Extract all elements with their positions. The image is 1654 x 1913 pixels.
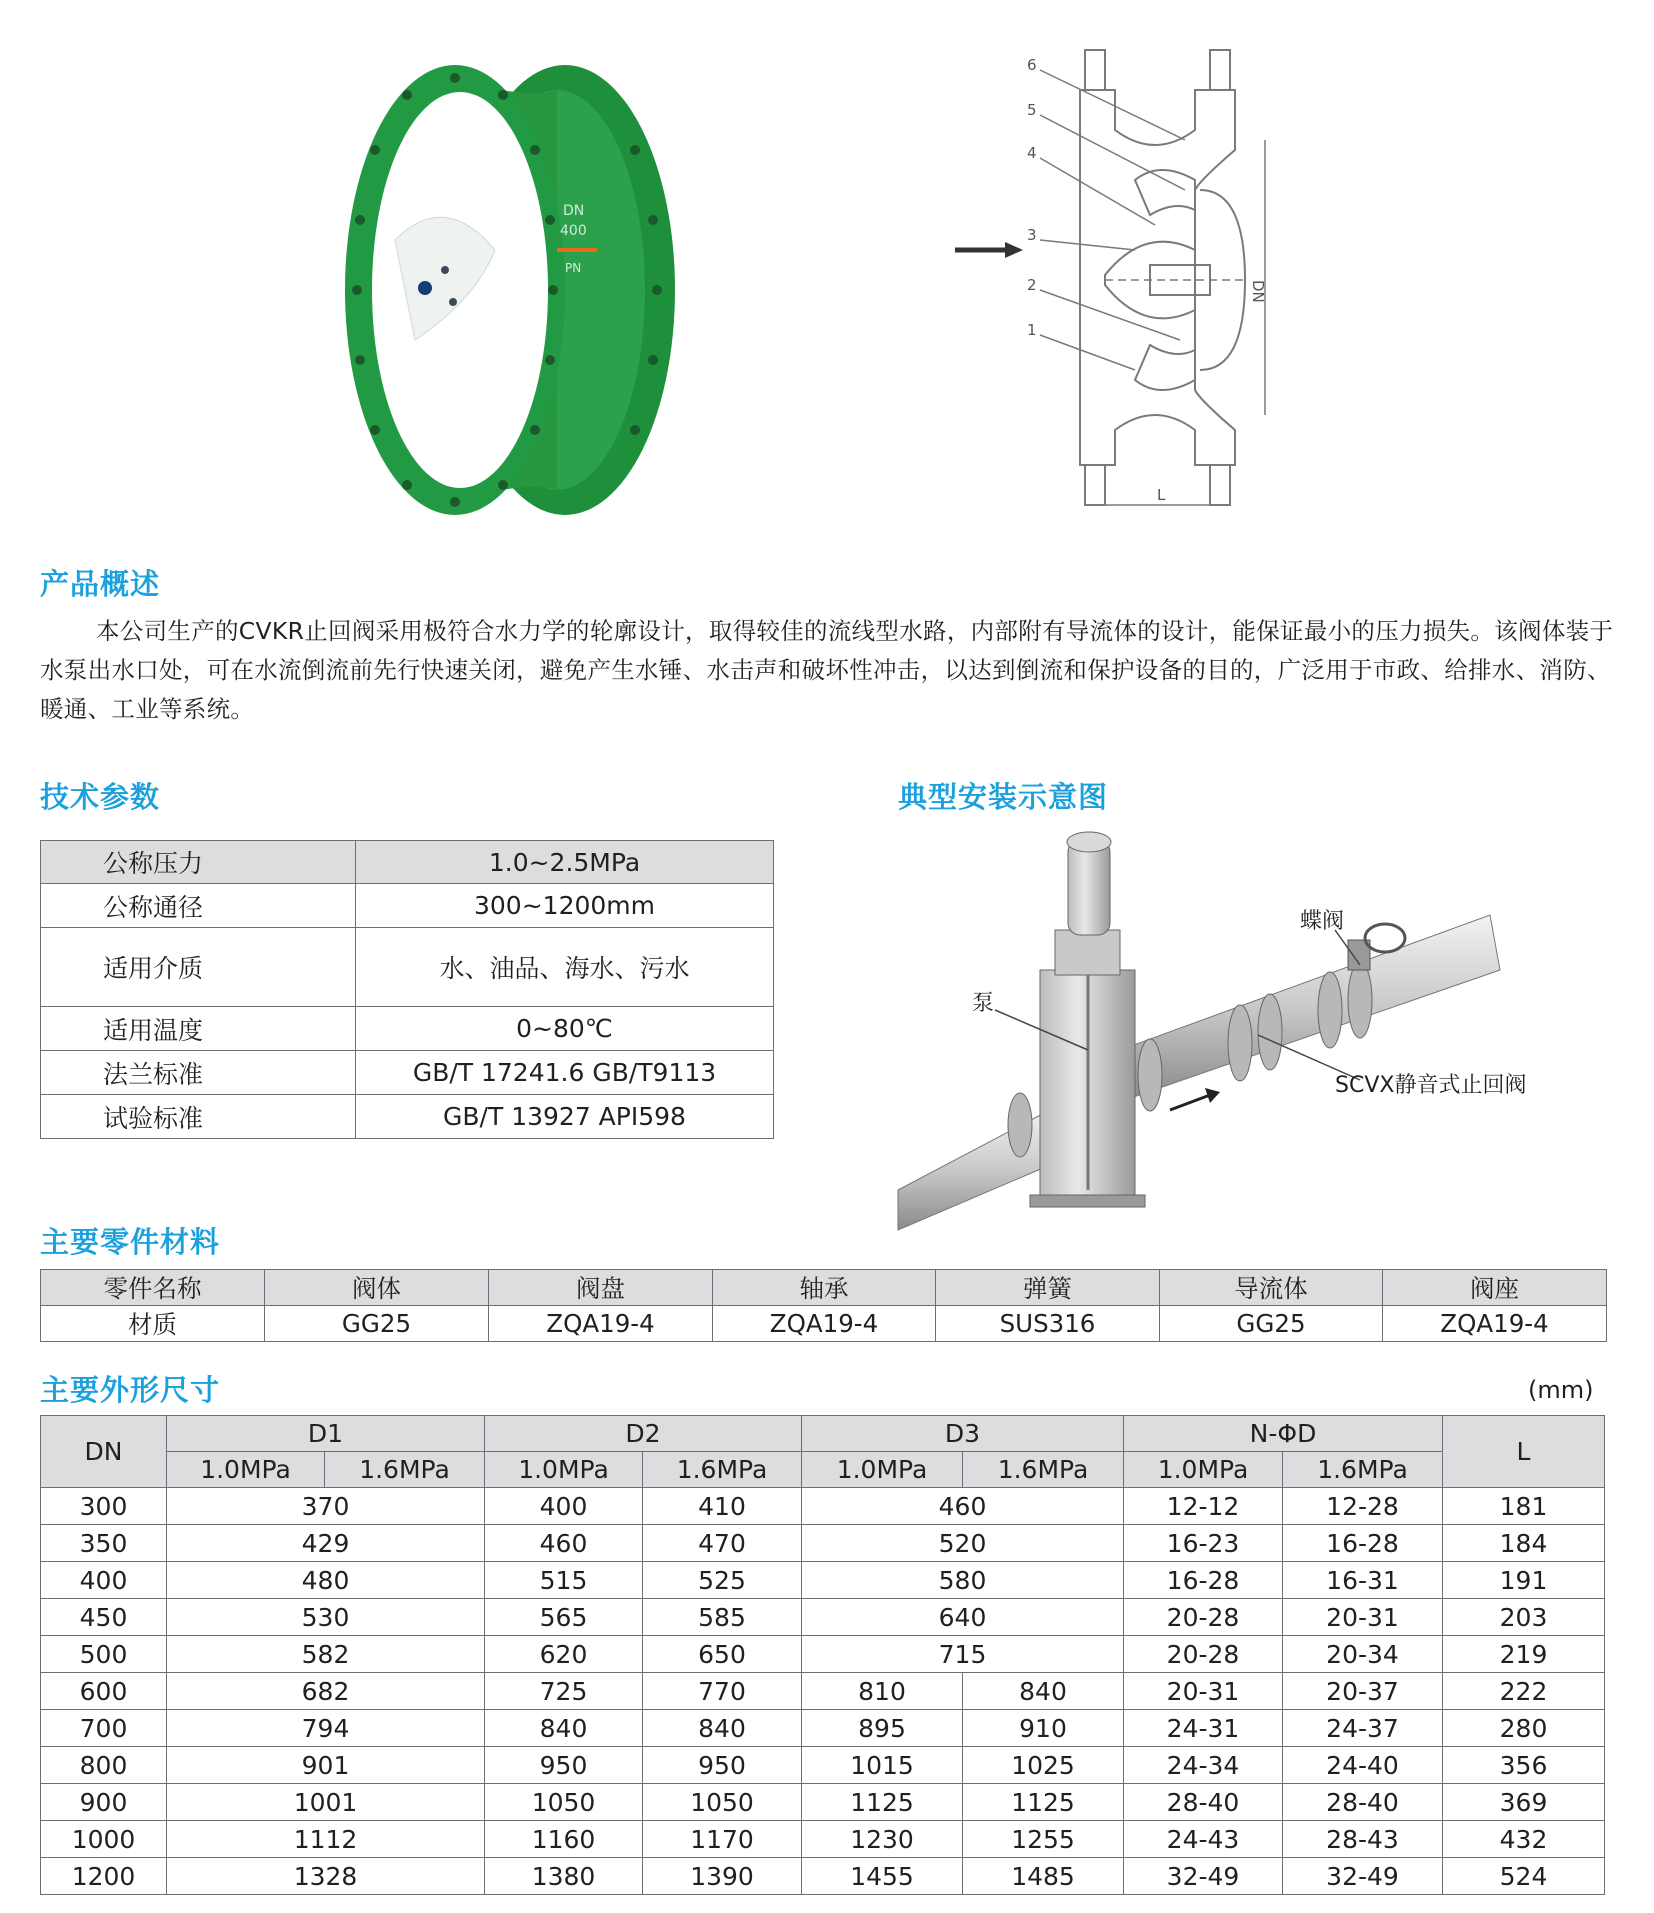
cell-d2-p2: 770 bbox=[643, 1673, 802, 1710]
tech-row bbox=[41, 928, 774, 1007]
cell-d2-p2: 840 bbox=[643, 1710, 802, 1747]
parts-name: 导流体 bbox=[1160, 1270, 1383, 1306]
dim-l-label: L bbox=[1157, 486, 1166, 504]
cell-d2-p2: 525 bbox=[643, 1562, 802, 1599]
cell-l: 432 bbox=[1443, 1821, 1605, 1858]
cell-d2-p2: 650 bbox=[643, 1636, 802, 1673]
col-d1-p2: 1.6MPa bbox=[325, 1452, 485, 1488]
tech-label: 试验标准 bbox=[41, 1095, 356, 1139]
cell-d2-p2: 585 bbox=[643, 1599, 802, 1636]
cell-dn: 1200 bbox=[41, 1858, 167, 1895]
col-d2: D2 bbox=[485, 1416, 802, 1452]
cell-d1: 794 bbox=[167, 1710, 485, 1747]
cell-d1: 582 bbox=[167, 1636, 485, 1673]
cell-dn: 350 bbox=[41, 1525, 167, 1562]
cell-nd-p2: 28-40 bbox=[1283, 1784, 1443, 1821]
callout-1: 1 bbox=[1027, 321, 1037, 339]
cell-nd-p1: 20-28 bbox=[1124, 1599, 1283, 1636]
dims-subheader-row bbox=[41, 1452, 1605, 1488]
dims-row bbox=[41, 1821, 1605, 1858]
callout-6: 6 bbox=[1027, 56, 1037, 74]
cell-d3-p2: 1485 bbox=[963, 1858, 1124, 1895]
valve-mark-pn: PN bbox=[565, 261, 582, 275]
tech-label: 法兰标准 bbox=[41, 1051, 356, 1095]
cell-d3: 640 bbox=[802, 1599, 1124, 1636]
col-d1: D1 bbox=[167, 1416, 485, 1452]
cell-d2-p1: 460 bbox=[485, 1525, 643, 1562]
cell-d2-p2: 410 bbox=[643, 1488, 802, 1525]
install-title: 典型安装示意图 bbox=[898, 780, 1109, 814]
parts-material-row bbox=[41, 1306, 1607, 1342]
cell-nd-p2: 16-31 bbox=[1283, 1562, 1443, 1599]
cell-d1: 901 bbox=[167, 1747, 485, 1784]
tech-row bbox=[41, 1095, 774, 1139]
cell-d3-p2: 910 bbox=[963, 1710, 1124, 1747]
cell-nd-p1: 24-31 bbox=[1124, 1710, 1283, 1747]
cell-nd-p1: 20-31 bbox=[1124, 1673, 1283, 1710]
label-butterfly-valve: 蝶阀 bbox=[1300, 909, 1345, 934]
cell-d1: 1001 bbox=[167, 1784, 485, 1821]
dims-row bbox=[41, 1710, 1605, 1747]
cell-nd-p1: 24-34 bbox=[1124, 1747, 1283, 1784]
cell-dn: 500 bbox=[41, 1636, 167, 1673]
cell-l: 219 bbox=[1443, 1636, 1605, 1673]
cell-l: 369 bbox=[1443, 1784, 1605, 1821]
cell-d3-p2: 1125 bbox=[963, 1784, 1124, 1821]
install-diagram bbox=[890, 820, 1590, 1240]
cell-nd-p2: 20-37 bbox=[1283, 1673, 1443, 1710]
tech-table bbox=[40, 840, 774, 1139]
cell-dn: 600 bbox=[41, 1673, 167, 1710]
col-dn: DN bbox=[41, 1416, 167, 1488]
cell-nd-p1: 12-12 bbox=[1124, 1488, 1283, 1525]
dims-row bbox=[41, 1858, 1605, 1895]
cell-d2-p1: 1160 bbox=[485, 1821, 643, 1858]
cell-d2-p1: 725 bbox=[485, 1673, 643, 1710]
cell-d3-p2: 1025 bbox=[963, 1747, 1124, 1784]
cell-nd-p2: 28-43 bbox=[1283, 1821, 1443, 1858]
parts-material: GG25 bbox=[1160, 1306, 1383, 1342]
cell-d1: 530 bbox=[167, 1599, 485, 1636]
col-nd-p1: 1.0MPa bbox=[1124, 1452, 1283, 1488]
cell-nd-p2: 32-49 bbox=[1283, 1858, 1443, 1895]
label-check-valve: SCVX静音式止回阀 bbox=[1335, 1073, 1527, 1098]
cell-d2-p1: 1050 bbox=[485, 1784, 643, 1821]
cell-d2-p1: 620 bbox=[485, 1636, 643, 1673]
tech-row bbox=[41, 884, 774, 928]
col-nd: N-ΦD bbox=[1124, 1416, 1443, 1452]
cell-dn: 400 bbox=[41, 1562, 167, 1599]
col-d2-p2: 1.6MPa bbox=[643, 1452, 802, 1488]
valve-mark-dn: DN bbox=[563, 203, 585, 219]
cell-nd-p1: 16-28 bbox=[1124, 1562, 1283, 1599]
dims-header-row bbox=[41, 1416, 1605, 1452]
cell-nd-p1: 20-28 bbox=[1124, 1636, 1283, 1673]
parts-material: ZQA19-4 bbox=[713, 1306, 936, 1342]
cell-nd-p1: 16-23 bbox=[1124, 1525, 1283, 1562]
callout-3: 3 bbox=[1027, 226, 1037, 244]
cell-l: 184 bbox=[1443, 1525, 1605, 1562]
cell-d3-p1: 895 bbox=[802, 1710, 963, 1747]
dims-row bbox=[41, 1636, 1605, 1673]
valve-photo bbox=[335, 40, 695, 540]
col-d2-p1: 1.0MPa bbox=[485, 1452, 643, 1488]
cell-d1: 682 bbox=[167, 1673, 485, 1710]
tech-value: 水、油品、海水、污水 bbox=[356, 928, 774, 1007]
dims-row bbox=[41, 1673, 1605, 1710]
parts-name: 阀座 bbox=[1383, 1270, 1607, 1306]
overview-paragraph: 本公司生产的CVKR止回阀采用极符合水力学的轮廓设计，取得较佳的流线型水路，内部附有导流体的设计，能保证最小的压力损失。该阀体装于水泵出水口处，可在水流倒流前先行快速关闭，避免产生水锤、水击声和破坏性冲击，以达到倒流和保护设备的目的，广泛用于市政、给排水、消防、暖通、工业等系统。 bbox=[40, 617, 1614, 723]
cell-d2-p1: 400 bbox=[485, 1488, 643, 1525]
dims-row bbox=[41, 1562, 1605, 1599]
cell-d2-p1: 950 bbox=[485, 1747, 643, 1784]
cell-nd-p2: 24-37 bbox=[1283, 1710, 1443, 1747]
cell-dn: 700 bbox=[41, 1710, 167, 1747]
cell-dn: 900 bbox=[41, 1784, 167, 1821]
cell-d2-p1: 565 bbox=[485, 1599, 643, 1636]
parts-table bbox=[40, 1269, 1607, 1342]
cell-d1: 1112 bbox=[167, 1821, 485, 1858]
cell-d3-p1: 1015 bbox=[802, 1747, 963, 1784]
parts-header-row bbox=[41, 1270, 1607, 1306]
tech-title: 技术参数 bbox=[40, 780, 161, 814]
parts-material: 材质 bbox=[41, 1306, 265, 1342]
dims-row bbox=[41, 1599, 1605, 1636]
cell-l: 524 bbox=[1443, 1858, 1605, 1895]
cell-l: 191 bbox=[1443, 1562, 1605, 1599]
cell-d3-p1: 1455 bbox=[802, 1858, 963, 1895]
tech-row bbox=[41, 841, 774, 884]
cell-d3-p2: 840 bbox=[963, 1673, 1124, 1710]
cell-d2-p2: 1170 bbox=[643, 1821, 802, 1858]
tech-row bbox=[41, 1007, 774, 1051]
dim-dn-label: DN bbox=[1249, 280, 1267, 303]
valve-mark-size: 400 bbox=[560, 223, 587, 239]
parts-name: 零件名称 bbox=[41, 1270, 265, 1306]
parts-material: ZQA19-4 bbox=[489, 1306, 713, 1342]
parts-name: 阀体 bbox=[265, 1270, 489, 1306]
cell-nd-p2: 12-28 bbox=[1283, 1488, 1443, 1525]
cell-d3-p1: 1230 bbox=[802, 1821, 963, 1858]
cell-d3: 715 bbox=[802, 1636, 1124, 1673]
parts-material: GG25 bbox=[265, 1306, 489, 1342]
cell-d2-p1: 840 bbox=[485, 1710, 643, 1747]
dims-row bbox=[41, 1488, 1605, 1525]
cell-l: 203 bbox=[1443, 1599, 1605, 1636]
col-l: L bbox=[1443, 1416, 1605, 1488]
cell-nd-p2: 20-34 bbox=[1283, 1636, 1443, 1673]
cell-nd-p1: 24-43 bbox=[1124, 1821, 1283, 1858]
cell-nd-p2: 24-40 bbox=[1283, 1747, 1443, 1784]
cell-dn: 1000 bbox=[41, 1821, 167, 1858]
tech-label: 适用介质 bbox=[41, 928, 356, 1007]
cell-dn: 300 bbox=[41, 1488, 167, 1525]
parts-material: SUS316 bbox=[936, 1306, 1160, 1342]
col-d1-p1: 1.0MPa bbox=[167, 1452, 325, 1488]
overview-title: 产品概述 bbox=[40, 567, 161, 601]
col-d3-p1: 1.0MPa bbox=[802, 1452, 963, 1488]
overview-text bbox=[40, 612, 1630, 729]
tech-row bbox=[41, 1051, 774, 1095]
col-d3: D3 bbox=[802, 1416, 1124, 1452]
col-nd-p2: 1.6MPa bbox=[1283, 1452, 1443, 1488]
cell-nd-p1: 32-49 bbox=[1124, 1858, 1283, 1895]
parts-material: ZQA19-4 bbox=[1383, 1306, 1607, 1342]
parts-name: 轴承 bbox=[713, 1270, 936, 1306]
parts-name: 阀盘 bbox=[489, 1270, 713, 1306]
cell-d2-p2: 470 bbox=[643, 1525, 802, 1562]
tech-value: GB/T 13927 API598 bbox=[356, 1095, 774, 1139]
cell-l: 222 bbox=[1443, 1673, 1605, 1710]
tech-label: 适用温度 bbox=[41, 1007, 356, 1051]
dims-row bbox=[41, 1784, 1605, 1821]
cell-nd-p2: 16-28 bbox=[1283, 1525, 1443, 1562]
dims-table bbox=[40, 1415, 1605, 1895]
dims-row bbox=[41, 1525, 1605, 1562]
tech-value: 1.0~2.5MPa bbox=[356, 841, 774, 884]
tech-value: 0~80℃ bbox=[356, 1007, 774, 1051]
cell-dn: 800 bbox=[41, 1747, 167, 1784]
callout-5: 5 bbox=[1027, 101, 1037, 119]
cell-l: 181 bbox=[1443, 1488, 1605, 1525]
cell-d3: 520 bbox=[802, 1525, 1124, 1562]
dims-unit: (mm) bbox=[1528, 1376, 1594, 1404]
callout-4: 4 bbox=[1027, 144, 1037, 162]
cell-d2-p2: 1050 bbox=[643, 1784, 802, 1821]
cell-d3: 460 bbox=[802, 1488, 1124, 1525]
cell-d3-p1: 1125 bbox=[802, 1784, 963, 1821]
tech-value: GB/T 17241.6 GB/T9113 bbox=[356, 1051, 774, 1095]
section-drawing bbox=[945, 40, 1275, 520]
tech-value: 300~1200mm bbox=[356, 884, 774, 928]
cell-d2-p2: 1390 bbox=[643, 1858, 802, 1895]
cell-dn: 450 bbox=[41, 1599, 167, 1636]
cell-d2-p1: 515 bbox=[485, 1562, 643, 1599]
cell-d1: 480 bbox=[167, 1562, 485, 1599]
cell-d3-p1: 810 bbox=[802, 1673, 963, 1710]
callout-2: 2 bbox=[1027, 276, 1037, 294]
cell-d2-p1: 1380 bbox=[485, 1858, 643, 1895]
label-pump: 泵 bbox=[972, 991, 995, 1016]
cell-d1: 1328 bbox=[167, 1858, 485, 1895]
col-d3-p2: 1.6MPa bbox=[963, 1452, 1124, 1488]
parts-name: 弹簧 bbox=[936, 1270, 1160, 1306]
dims-title: 主要外形尺寸 bbox=[40, 1373, 221, 1407]
parts-title: 主要零件材料 bbox=[40, 1225, 221, 1259]
cell-d2-p2: 950 bbox=[643, 1747, 802, 1784]
cell-l: 356 bbox=[1443, 1747, 1605, 1784]
dims-row bbox=[41, 1747, 1605, 1784]
cell-l: 280 bbox=[1443, 1710, 1605, 1747]
cell-d1: 370 bbox=[167, 1488, 485, 1525]
tech-label: 公称通径 bbox=[41, 884, 356, 928]
tech-label: 公称压力 bbox=[41, 841, 356, 884]
cell-d3-p2: 1255 bbox=[963, 1821, 1124, 1858]
cell-d3: 580 bbox=[802, 1562, 1124, 1599]
cell-nd-p1: 28-40 bbox=[1124, 1784, 1283, 1821]
cell-nd-p2: 20-31 bbox=[1283, 1599, 1443, 1636]
cell-d1: 429 bbox=[167, 1525, 485, 1562]
